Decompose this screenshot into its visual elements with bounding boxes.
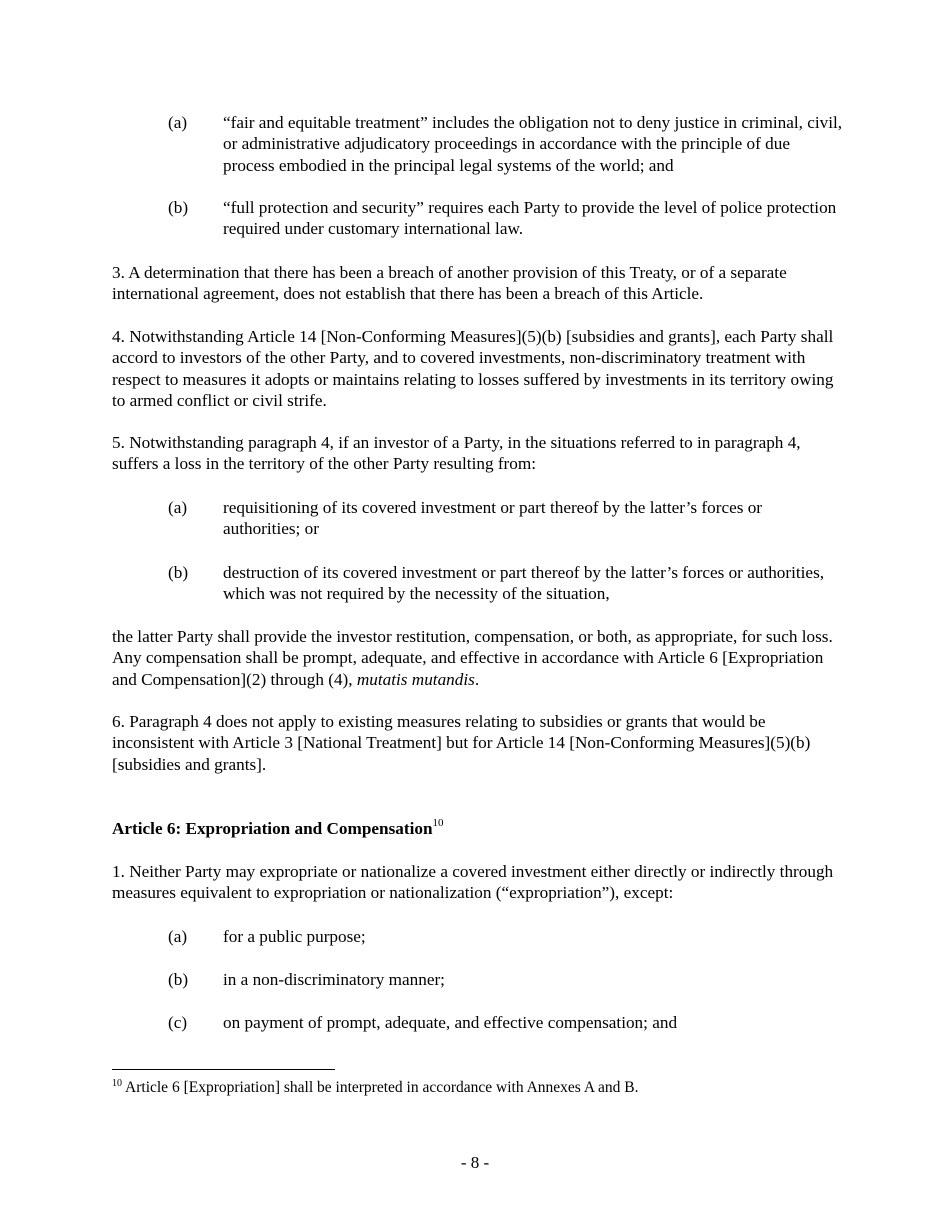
- list-item-text: requisitioning of its covered investment or part thereof by the latter’s forces or authorities; or: [223, 498, 763, 539]
- list-item-label: (a): [168, 498, 188, 517]
- list-item-text: destruction of its covered investment or part thereof by the latter’s forces or authorities, which was not required by the necessity of the situation,: [223, 563, 825, 604]
- list-item-label: (a): [168, 927, 188, 946]
- list-item-label: (b): [168, 198, 189, 217]
- italic-phrase: mutatis mutandis: [356, 669, 475, 689]
- list-item-label: (c): [168, 1013, 188, 1032]
- article-heading: [112, 818, 444, 840]
- page-number: - 8 -: [460, 1153, 490, 1172]
- paragraph-5: 5. Notwithstanding paragraph 4, if an investor of a Party, in the situations referred to in paragraph 4, suffers a loss in the territory of the other Party resulting from:: [112, 433, 801, 474]
- footnote: [112, 1078, 639, 1098]
- footnote-separator: [112, 1069, 335, 1070]
- paragraph-5-continuation: [112, 626, 842, 690]
- list-item-text: “full protection and security” requires each Party to provide the level of police protection required under customary international law.: [223, 198, 837, 239]
- paragraph-end: .: [474, 669, 480, 689]
- list-item-text: “fair and equitable treatment” includes the obligation not to deny justice in criminal, civil, or administrative adjudicatory proceedings in accordance with the principle of due process embodied in the principal legal systems of the world; and: [223, 113, 843, 175]
- footnote-text: Article 6 [Expropriation] shall be interpreted in accordance with Annexes A and B.: [125, 1079, 639, 1096]
- footnote-ref[interactable]: 10: [432, 817, 444, 830]
- list-item-text: on payment of prompt, adequate, and effective compensation; and: [223, 1013, 678, 1032]
- footnote-number: 10: [112, 1077, 122, 1089]
- list-item-text: for a public purpose;: [223, 927, 366, 946]
- list-item-label: (a): [168, 113, 188, 132]
- article-6-paragraph-1: 1. Neither Party may expropriate or nationalize a covered investment either directly or indirectly through measures equivalent to expropriation or nationalization (“expropriation”), except:: [112, 862, 834, 903]
- paragraph-6: 6. Paragraph 4 does not apply to existing measures relating to subsidies or grants that would be inconsistent with Article 3 [National Treatment] but for Article 14 [Non-Conforming Measures](5)(b) [subsidies and grants].: [112, 712, 811, 774]
- list-item-label: (b): [168, 563, 189, 582]
- paragraph-text: the latter Party shall provide the investor restitution, compensation, or both, as appropriate, for such loss. Any compensation shall be prompt, adequate, and effective in accordance with Article 6 [Expropriation and Compensation](2) through (4),: [112, 627, 833, 689]
- paragraph-3: 3. A determination that there has been a breach of another provision of this Treaty, or of a separate international agreement, does not establish that there has been a breach of this Article.: [112, 263, 787, 304]
- list-item-text: in a non-discriminatory manner;: [223, 970, 445, 989]
- list-item-label: (b): [168, 970, 189, 989]
- heading-text: Article 6: Expropriation and Compensation: [112, 819, 433, 838]
- paragraph-4: 4. Notwithstanding Article 14 [Non-Conforming Measures](5)(b) [subsidies and grants], each Party shall accord to investors of the other Party, and to covered investments, non-discriminatory treatment with respect to measures it adopts or maintains relating to losses suffered by investments in its territory owing to armed conflict or civil strife.: [112, 327, 834, 411]
